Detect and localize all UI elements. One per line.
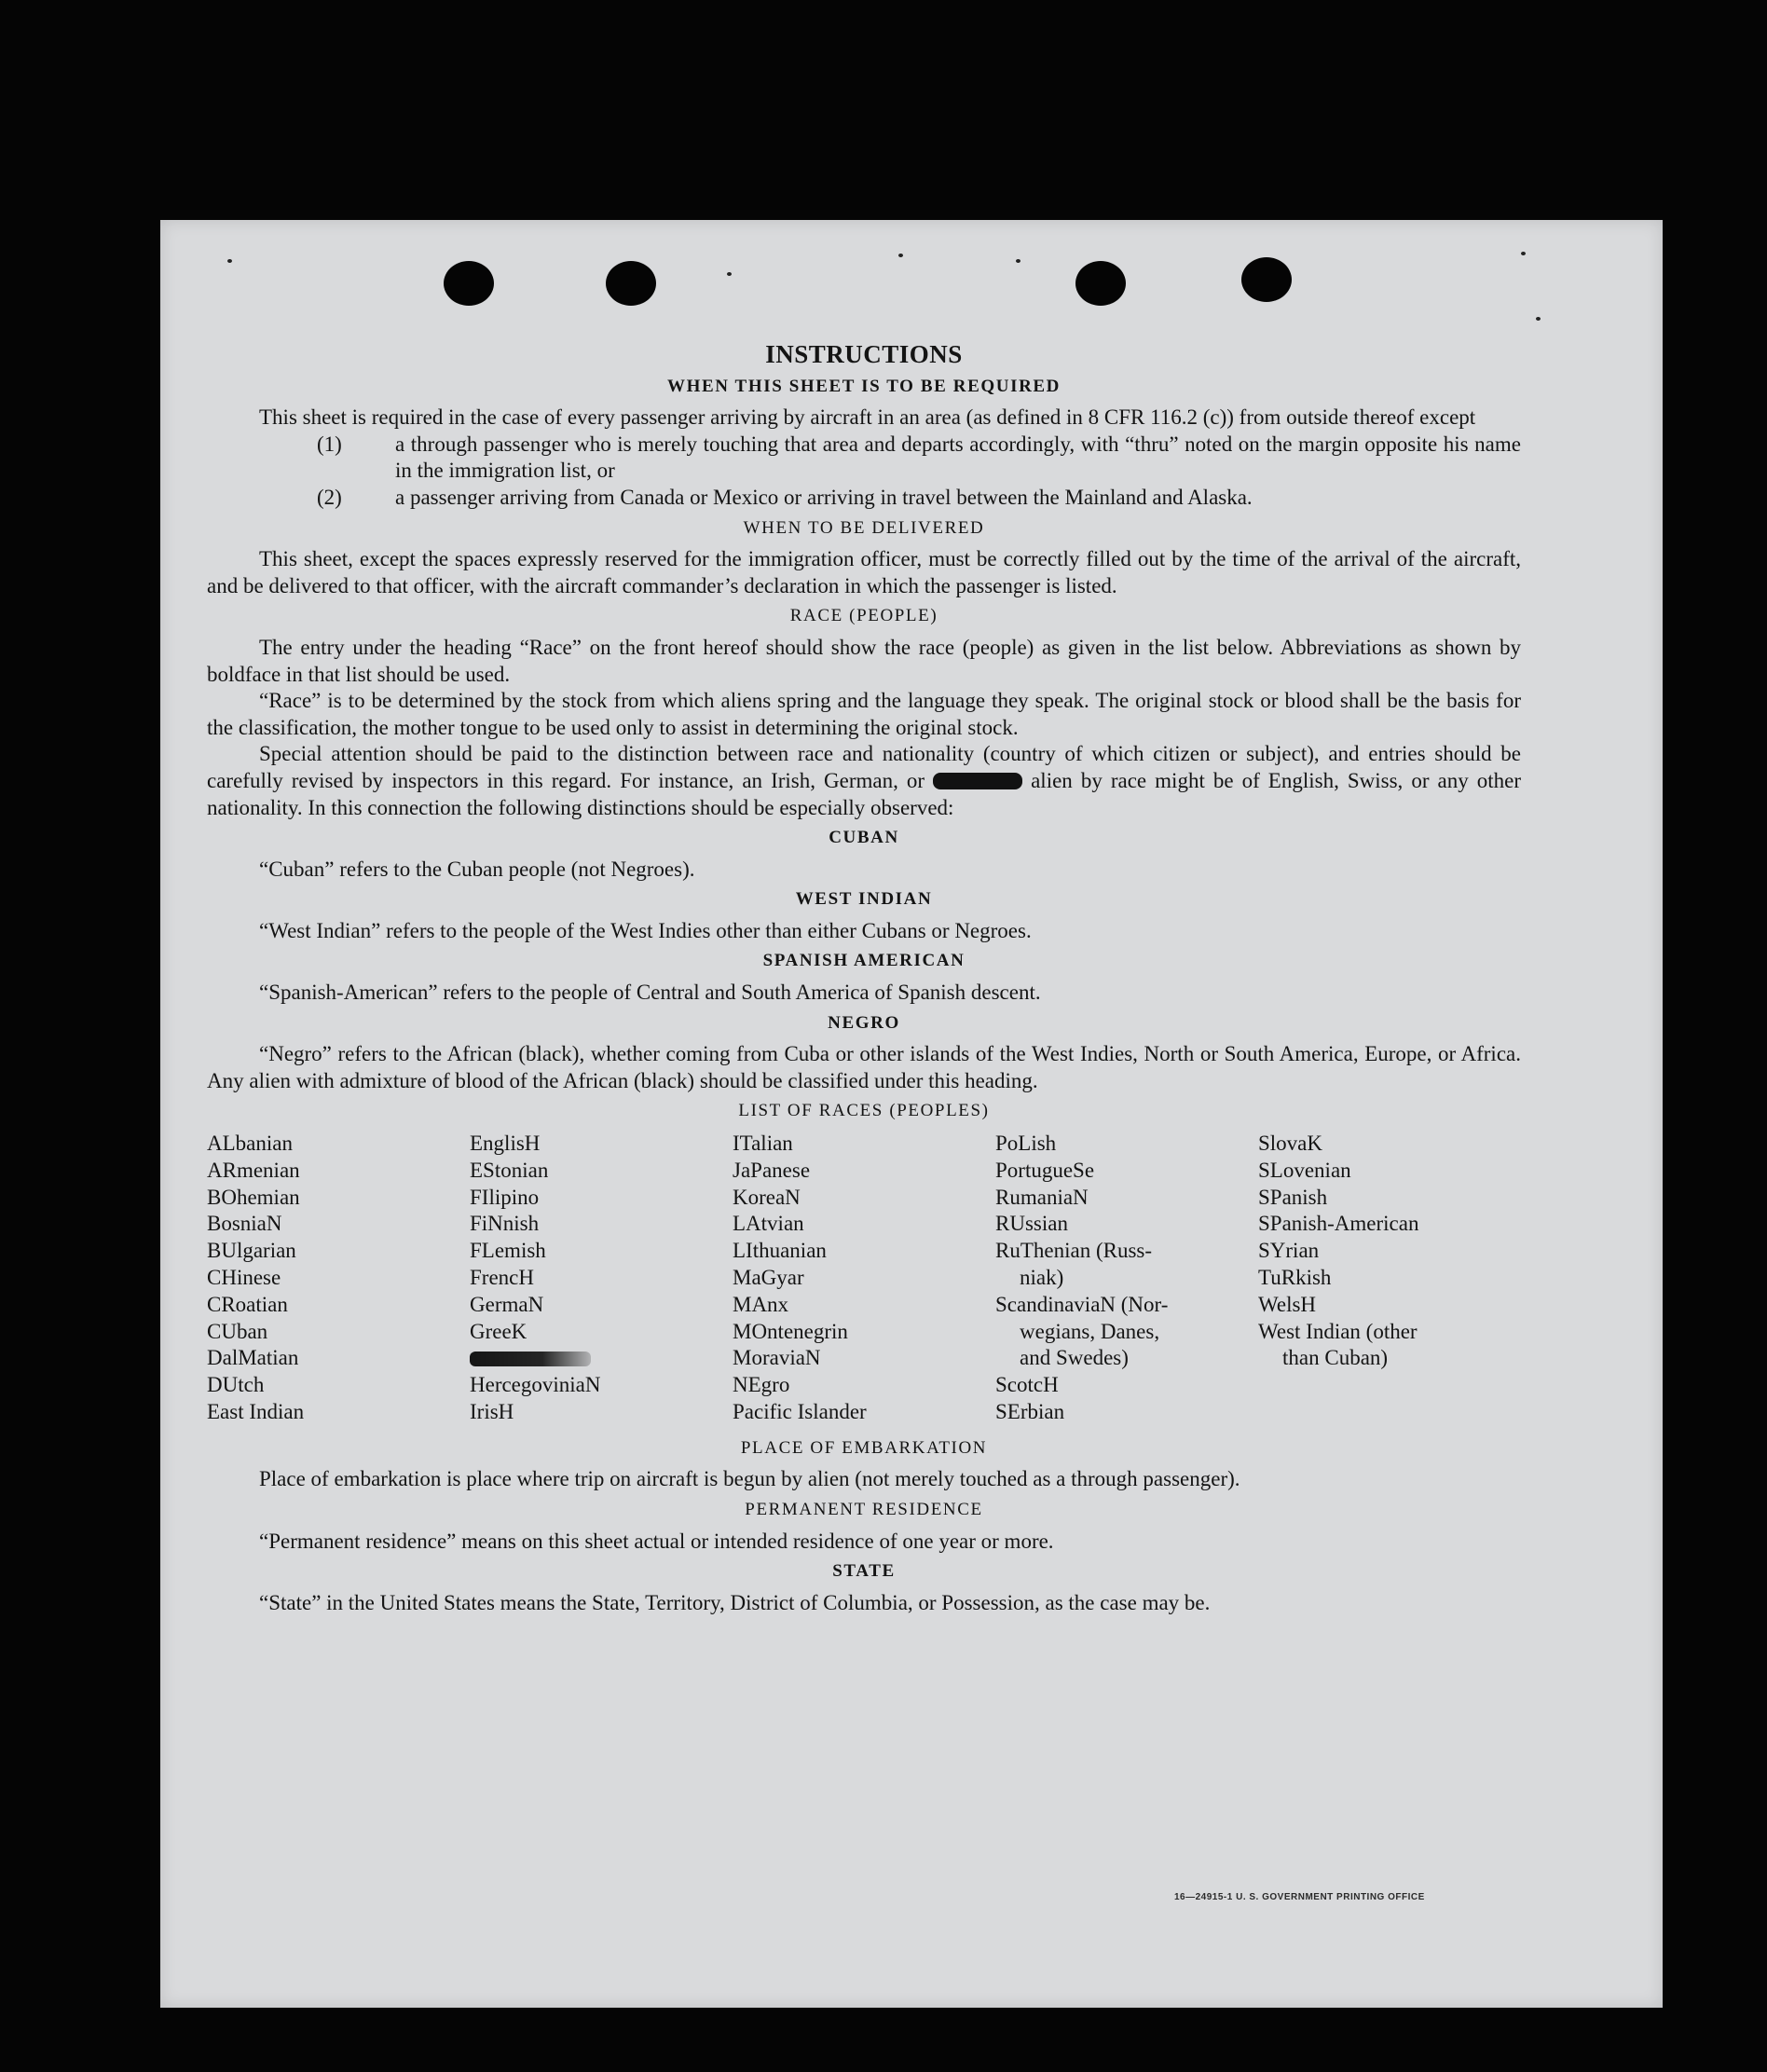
speck [1536,317,1541,321]
race-entry: KoreaN [733,1185,801,1209]
race-column [995,1131,1258,1426]
spanish-american-text: “Spanish-American” refers to the people of Central and South America of Spanish descent. [259,981,1041,1005]
required-intro: This sheet is required in the case of every passenger arriving by aircraft in an area (as defined in 8 CFR 116.2 (c)) from outside thereof except [259,405,1476,430]
race-entry: LAtvian [733,1212,804,1236]
printer-imprint: 16—24915-1 U. S. GOVERNMENT PRINTING OFFICE [1174,1892,1425,1902]
section-heading-west-indian: WEST INDIAN [795,889,933,910]
race-column [470,1131,733,1426]
section-heading-required: WHEN THIS SHEET IS TO BE REQUIRED [666,376,1062,396]
race-entry: MaGyar [733,1266,804,1290]
race-entry: RUssian [995,1212,1068,1236]
race-entry: East Indian [207,1400,305,1423]
negro-text: “Negro” refers to the African (black), whether coming from Cuba or other islands of the West Indies, North or South America, Europe, or Africa. Any alien with admixture of blood of the African (black) should be classified under this heading. [207,1042,1521,1092]
race-entry: niak) [1020,1266,1064,1290]
punch-hole [444,261,494,306]
speck [1016,259,1020,263]
race-entry: SLovenian [1258,1158,1351,1182]
race-entry: ITalian [733,1132,793,1156]
race-entry: PoLish [995,1132,1057,1156]
punch-hole [1075,261,1126,306]
race-entry: FiNnish [470,1212,540,1236]
section-heading-delivered: WHEN TO BE DELIVERED [743,517,985,538]
race-entry: FLemish [470,1239,546,1263]
redaction-mark [470,1352,591,1366]
race-entry: MoraviaN [733,1346,821,1370]
race-entry: wegians, Danes, [1020,1319,1160,1343]
race-entry: RumaniaN [995,1185,1089,1209]
race-entry: than Cuban) [1282,1346,1389,1370]
section-heading-spanish-american: SPANISH AMERICAN [762,951,966,971]
race-entry: LIthuanian [733,1239,827,1263]
required-item [207,432,1521,485]
race-column [207,1131,470,1426]
cuban-text: “Cuban” refers to the Cuban people (not Negroes). [259,857,695,881]
required-item [207,485,1521,512]
race-entry: CUban [207,1319,268,1343]
race-entry: MOntenegrin [733,1319,848,1343]
race-entry: BOhemian [207,1185,300,1209]
punch-hole [606,261,656,306]
race-entry: RuThenian (Russ- [995,1239,1153,1263]
race-paragraph-3-start: Special attention should be paid to the distinction between race and nationality (country of which citizen or subject), and entries should be carefully revised by inspectors in this regard. For instance, an Irish, German, or [207,742,1521,792]
race-entry: MAnx [733,1292,789,1316]
residence-text: “Permanent residence” means on this sheet actual or intended residence of one year or more. [259,1529,1054,1553]
race-column [733,1131,995,1426]
item-number: (2) [317,485,342,509]
race-entry: CHinese [207,1266,281,1290]
west-indian-text: “West Indian” refers to the people of the West Indies other than either Cubans or Negroes. [259,918,1032,942]
race-entry: FIlipino [470,1185,540,1209]
race-entry: NEgro [733,1373,790,1397]
instructions-content [207,341,1521,1616]
race-entry: HercegoviniaN [470,1373,601,1397]
race-entry-redacted [470,1345,733,1372]
race-entry: and Swedes) [1020,1346,1129,1370]
race-entry: EStonian [470,1158,549,1182]
race-entry: ARmenian [207,1158,300,1182]
race-entry: SPanish-American [1258,1212,1419,1236]
race-entry: West Indian (other [1258,1319,1418,1343]
speck [1521,252,1526,255]
race-entry: FrencH [470,1266,534,1290]
race-entry: SPanish [1258,1185,1328,1209]
race-entry: BUlgarian [207,1239,296,1263]
race-entry: SlovaK [1258,1132,1322,1156]
race-paragraph-2: “Race” is to be determined by the stock from which aliens spring and the language they speak. The original stock or blood shall be the basis for the classification, the mother tongue to be used only to assist in determining the original stock. [207,689,1521,739]
item-text: a through passenger who is merely touching that area and departs accordingly, with “thru” noted on the margin opposite his name in the immigration list, or [395,432,1521,483]
redaction-mark [933,773,1022,789]
race-paragraph-3-end: alien by race might be of English, Swiss, or any other nationality. In this connection the following distinctions should be especially observed: [207,768,1522,819]
embarkation-text: Place of embarkation is place where trip on aircraft is begun by alien (not merely touched as a through passenger). [259,1467,1240,1491]
speck [898,254,903,257]
item-text: a passenger arriving from Canada or Mexico or arriving in travel between the Mainland and Alaska. [395,485,1253,509]
section-heading-state: STATE [832,1561,896,1582]
race-entry: ScotcH [995,1373,1059,1397]
delivered-text: This sheet, except the spaces expressly reserved for the immigration officer, must be correctly filled out by the time of the arrival of the aircraft, and be delivered to that officer, with the aircraft commander’s declaration in which the passenger is listed. [207,547,1521,597]
section-heading-cuban: CUBAN [829,828,899,848]
race-list [207,1131,1521,1426]
race-entry: TuRkish [1258,1266,1332,1290]
race-entry: JaPanese [733,1158,811,1182]
punch-hole [1241,257,1292,302]
race-paragraph-3 [207,741,1521,821]
race-entry: EnglisH [470,1132,541,1156]
race-entry: DUtch [207,1373,265,1397]
page-title: INSTRUCTIONS [765,340,963,368]
race-entry: ScandinaviaN (Nor- [995,1292,1169,1316]
section-heading-residence: PERMANENT RESIDENCE [745,1499,983,1519]
race-entry: DalMatian [207,1346,299,1370]
race-entry: ALbanian [207,1132,293,1156]
state-text: “State” in the United States means the State, Territory, District of Columbia, or Possession, as the case may be. [259,1590,1211,1614]
section-heading-list: LIST OF RACES (PEOPLES) [738,1101,990,1121]
section-heading-negro: NEGRO [828,1012,900,1033]
race-entry: BosniaN [207,1212,282,1236]
race-entry: GreeK [470,1319,527,1343]
section-heading-embarkation: PLACE OF EMBARKATION [740,1437,988,1458]
race-entry: SErbian [995,1400,1065,1423]
race-entry: WelsH [1258,1292,1317,1316]
race-entry: SYrian [1258,1239,1320,1263]
document-sheet [160,220,1663,2008]
speck [727,272,732,276]
speck [227,259,232,263]
race-entry: CRoatian [207,1292,288,1316]
item-number: (1) [317,432,342,456]
race-entry: IrisH [470,1400,514,1423]
section-heading-race: RACE (PEOPLE) [789,606,938,626]
race-entry: GermaN [470,1292,544,1316]
race-entry: Pacific Islander [733,1400,867,1423]
race-paragraph-1: The entry under the heading “Race” on the front hereof should show the race (people) as given in the list below. Abbreviations as shown by boldface in that list should be used. [207,635,1521,686]
race-entry: PortugueSe [995,1158,1095,1182]
race-column [1258,1131,1521,1426]
